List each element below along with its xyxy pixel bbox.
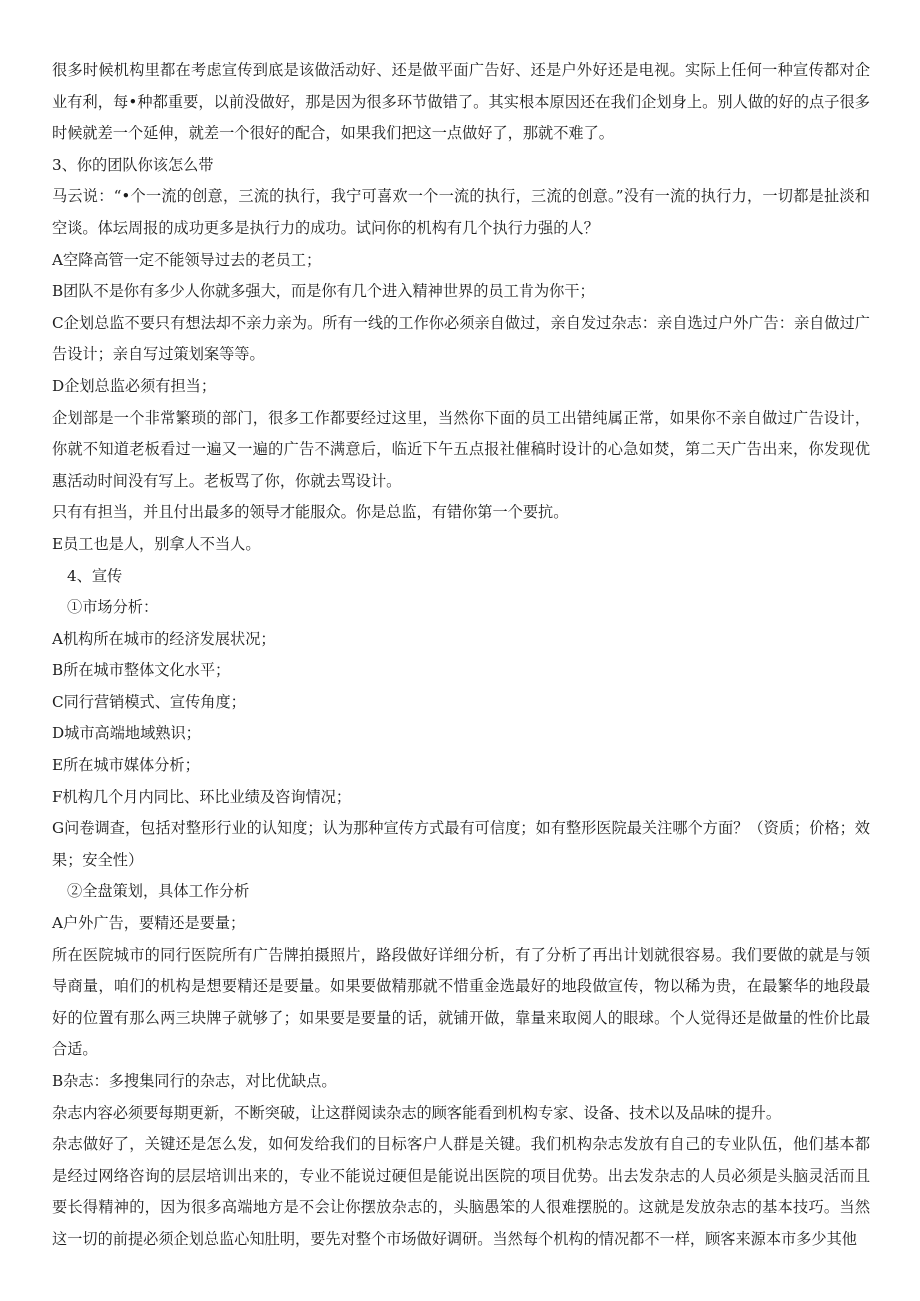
paragraph: B团队不是你有多少人你就多强大，而是你有几个进入精神世界的员工肯为你干； xyxy=(52,282,595,301)
paragraph: A户外广告，要精还是要量； xyxy=(52,914,246,933)
paragraph: ①市场分析： xyxy=(67,598,159,617)
paragraph: 4、宣传 xyxy=(67,566,123,585)
paragraph: A空降高管一定不能领导过去的老员工； xyxy=(52,250,322,269)
paragraph: C企划总监不要只有想法却不亲力亲为。所有一线的工作你必须亲自做过，亲自发过杂志：亲自选过户外广告：亲自做过广告设计；亲自写过策划案等等。 xyxy=(52,313,870,364)
paragraph: G问卷调查，包括对整形行业的认知度；认为那种宣传方式最有可信度；如有整形医院最关注哪个方面？（资质；价格；效果；安全性） xyxy=(52,819,870,869)
paragraph: C同行营销模式、宣传角度； xyxy=(52,692,246,711)
paragraph: A机构所在城市的经济发展状况； xyxy=(52,629,276,648)
paragraph: D城市高端地域熟识； xyxy=(52,724,201,743)
paragraph: E员工也是人，别拿人不当人。 xyxy=(52,534,261,553)
paragraph: 很多时候机构里都在考虑宣传到底是该做活动好、还是做平面广告好、还是户外好还是电视。实际上任何一种宣传都对企业有利，每•种都重要，以前没做好，那是因为很多环节做错了。其实根本原因还在我们企划身上。别人做的好的点子很多时候就差一个延伸，就差一个很好的配合，如果我们把这一点做好了，那就不难了。 xyxy=(52,61,870,143)
paragraph: 企划部是一个非常繁琐的部门，很多工作都要经过这里，当然你下面的员工出错纯属正常，如果你不亲自做过广告设计，你就不知道老板看过一遍又一遍的广告不满意后，临近下午五点报社催稿时设计的心急如焚，第二天广告出来，你发现优惠活动时间没有写上。老板骂了你，你就去骂设计。 xyxy=(52,408,870,490)
paragraph: B所在城市整体文化水平； xyxy=(52,661,231,680)
paragraph: 只有有担当，并且付出最多的领导才能服众。你是总监，有错你第一个要抗。 xyxy=(52,503,569,522)
paragraph: B杂志：多搜集同行的杂志，对比优缺点。 xyxy=(52,1072,337,1090)
paragraph: 杂志内容必须要每期更新，不断突破，让这群阅读杂志的顾客能看到机构专家、设备、技术以及品味的提升。 xyxy=(52,1103,781,1122)
paragraph: 所在医院城市的同行医院所有广告牌拍摄照片，路段做好详细分析，有了分析了再出计划就很容易。我们要做的就是与领导商量，咱们的机构是想要精还是要量。如果要做精那就不惜重金选最好的地段做宣传，物以稀为贵，在最繁华的地段最好的位置有那么两三块牌子就够了；如果要是要量的话，就铺开做，靠量来取阅人的眼球。个人觉得还是做量的性价比最合适。 xyxy=(52,945,870,1059)
document-page xyxy=(52,55,870,1256)
paragraph: 3、你的团队你该怎么带 xyxy=(52,155,214,174)
paragraph: E所在城市媒体分析； xyxy=(52,756,200,775)
paragraph: 杂志做好了，关键还是怎么发，如何发给我们的目标客户人群是关键。我们机构杂志发放有自己的专业队伍，他们基本都是经过网络咨询的层层培训出来的，专业不能说过硬但是能说出医院的项目优势。出去发杂志的人员必须是头脑灵活而且要长得精神的，因为很多高端地方是不会让你摆放杂志的，头脑愚笨的人很难摆脱的。这就是发放杂志的基本技巧。当然这一切的前提必须企划总监心知肚明，要先对整个市场做好调研。当然每个机构的情况都不一样，顾客来源本市多少其他 xyxy=(52,1135,870,1248)
paragraph: F机构几个月内同比、环比业绩及咨询情况； xyxy=(52,787,352,806)
paragraph: D企划总监必须有担当； xyxy=(52,376,217,395)
paragraph: ②全盘策划，具体工作分析 xyxy=(67,882,250,901)
paragraph: 马云说：“•个一流的创意，三流的执行，我宁可喜欢一个一流的执行，三流的创意。”没有一流的执行力，一切都是扯淡和空谈。体坛周报的成功更多是执行力的成功。试问你的机构有几个执行力强的人？ xyxy=(52,187,870,237)
